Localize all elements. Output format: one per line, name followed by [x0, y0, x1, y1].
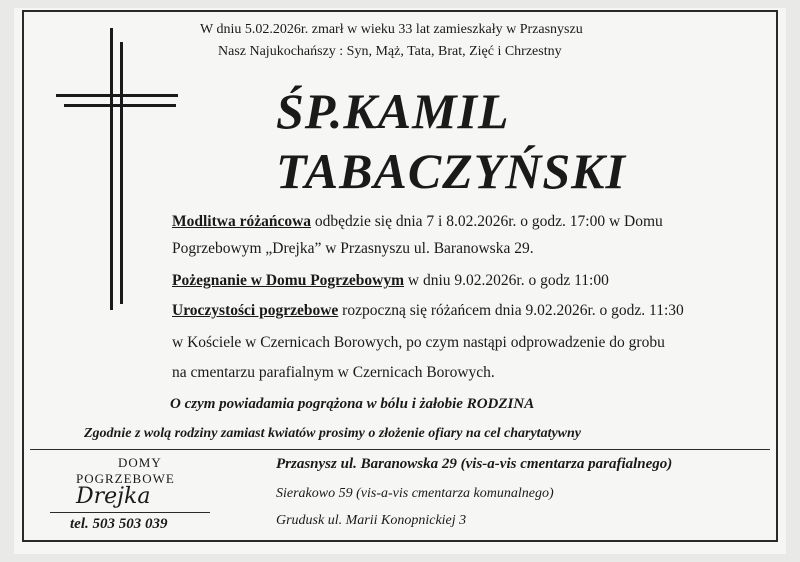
farewell-text: w dniu 9.02.2026r. o godz 11:00 [404, 272, 609, 289]
rosary-label: Modlitwa różańcowa [172, 213, 312, 230]
deceased-last-name: TABACZYŃSKI [276, 143, 626, 199]
logo-text-domy: DOMY [118, 455, 162, 470]
rosary-location: Pogrzebowym „Drejka” w Przasnyszu ul. Baranowska 29. [172, 240, 534, 257]
footer-divider [30, 449, 770, 450]
farewell-line [172, 272, 609, 290]
rosary-text: odbędzie się dnia 7 i 8.02.2026r. o godz. 17:00 w Domu [311, 213, 663, 230]
address-sierakowo: Sierakowo 59 (vis-a-vis cmentarza komunalnego) [276, 486, 554, 501]
relations-line: Nasz Najukochańszy : Syn, Mąż, Tata, Brat, Zięć i Chrzestny [218, 44, 562, 59]
funeral-text: rozpoczną się różańcem dnia 9.02.2026r. o godz. 11:30 [338, 302, 684, 319]
funeral-line [172, 302, 684, 320]
cross-icon [56, 28, 180, 310]
funeral-label: Uroczystości pogrzebowe [172, 302, 339, 319]
address-grudusk: Grudusk ul. Marii Konopnickiej 3 [276, 513, 467, 528]
logo-text-drejka: Drejka [76, 484, 151, 509]
death-announcement: W dniu 5.02.2026r. zmarł w wieku 33 lat zamieszkały w Przasnyszu [200, 22, 583, 37]
farewell-label: Pożegnanie w Domu Pogrzebowym [172, 272, 405, 289]
deceased-first-name: ŚP.KAMIL [276, 83, 510, 139]
address-przasnysz: Przasnysz ul. Baranowska 29 (vis-a-vis cmentarza parafialnego) [276, 456, 673, 472]
phone-number: tel. 503 503 039 [70, 516, 168, 532]
logo-text-pogrzebowe: POGRZEBOWE [76, 471, 175, 486]
logo-underline [50, 512, 210, 513]
funeral-church: w Kościele w Czernicach Borowych, po czym nastąpi odprowadzenie do grobu [172, 334, 665, 351]
rosary-line [172, 213, 663, 231]
family-notice: O czym powiadamia pogrążona w bólu i żałobie RODZINA [170, 396, 535, 412]
funeral-cemetery: na cmentarzu parafialnym w Czernicach Borowych. [172, 364, 495, 381]
charity-wish: Zgodnie z wolą rodziny zamiast kwiatów prosimy o złożenie ofiary na cel charytatywny [84, 426, 582, 441]
